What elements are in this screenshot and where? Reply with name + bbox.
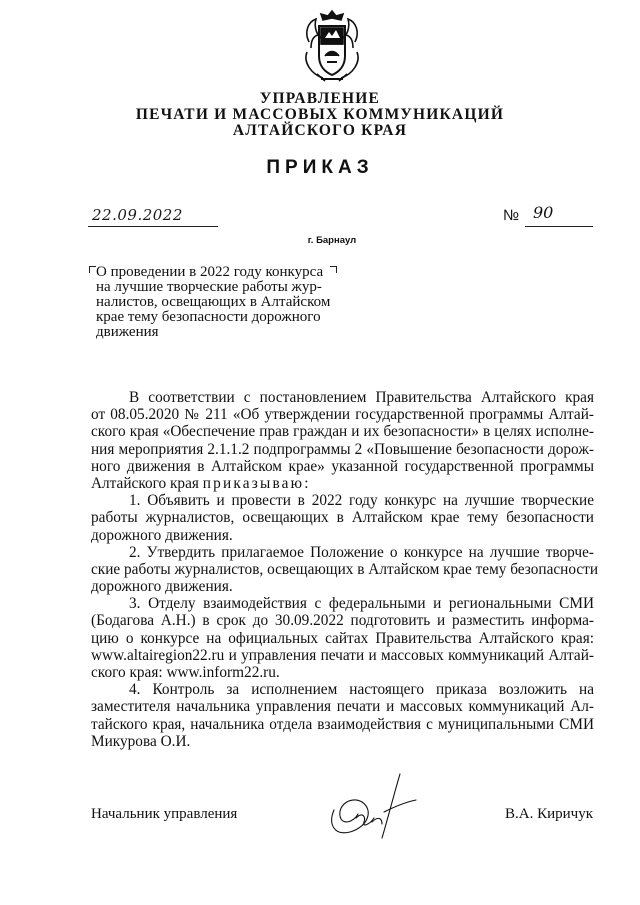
item-2-line: ские работы журналистов, освещающих в Алтайском крае тему безопасности [91,560,599,578]
org-name-line-1: УПРАВЛЕНИЕ [259,90,381,107]
item-4-line: тайского края, начальника отдела взаимодействия с муниципальными СМИ [91,715,594,733]
signer-name: В.А. Киричук [505,806,593,822]
signature-icon [312,772,452,842]
order-lead: Алтайского края [91,474,199,492]
city-text: г. Барнаул [307,235,357,246]
item-2-line: дорожного движения. [91,578,233,596]
order-date: 22.09.2022 [92,206,183,224]
subject-line: О проведении в 2022 году конкурса [96,264,324,280]
subject-line: крае тему безопасности дорожного [96,309,321,325]
subject-line: налистов, освещающих в Алтайском [96,294,331,310]
item-4-line: 4. Контроль за исполнением настоящего приказа возложить на [129,681,594,699]
item-2-line: 2. Утвердить прилагаемое Положение о конкурсе на лучшие творче- [129,543,594,561]
subject-line: на лучшие творческие работы жур- [96,279,322,295]
subject-line: движения [96,324,159,340]
city-label [0,235,640,246]
item-4-line: Микурова О.И. [91,732,191,750]
item-4-line: заместителя начальника управления печати и массовых коммуникаций Ал- [91,698,594,716]
order-body [91,389,599,750]
item-1-line: 1. Объявить и провести в 2022 году конкурс на лучшие творческие [129,492,594,510]
body-line: от 08.05.2020 № 211 «Об утверждении государственной программы Алтай- [91,406,594,424]
date-underline [88,226,218,227]
item-1-line: дорожного движения. [91,526,233,544]
coat-of-arms-icon [299,8,365,86]
document-type-title: ПРИКАЗ [266,157,374,178]
item-1-line: работы журналистов, освещающих в Алтайском крае тему безопасности [91,509,594,527]
item-3-line: (Бодагова А.Н.) в срок до 30.09.2022 подготовить и разместить информа- [91,612,594,630]
org-name-line-2: ПЕЧАТИ И МАССОВЫХ КОММУНИКАЦИЙ [135,106,505,123]
order-word: приказываю: [202,474,311,492]
item-3-line: 3. Отделу взаимодействия с федеральными и региональными СМИ [129,595,594,613]
order-subject [96,265,336,340]
body-line: ния мероприятия 2.1.1.2 подпрограммы 2 «Повышение безопасности дорож- [91,440,594,458]
number-label: № [503,207,520,224]
order-lead-line [91,475,594,492]
item-3-line: ского края: www.inform22.ru. [91,664,280,681]
org-name-line-3: АЛТАЙСКОГО КРАЯ [232,122,408,139]
body-line: ского края «Обеспечение прав граждан и их безопасности» в целях исполне- [91,423,594,441]
subject-corner-left [89,266,96,273]
number-underline [525,226,593,227]
item-3-line: www.altairegion22.ru и управления печати и массовых коммуникаций Алтай- [91,646,594,664]
body-line: В соответствии с постановлением Правительства Алтайского края [129,389,594,406]
signer-title: Начальник управления [91,806,238,822]
item-3-line: цию о конкурсе на официальных сайтах Правительства Алтайского края: [91,629,594,647]
body-line: ного движения в Алтайском крае» указанной государственной программы [91,457,594,475]
order-number: 90 [533,203,554,222]
